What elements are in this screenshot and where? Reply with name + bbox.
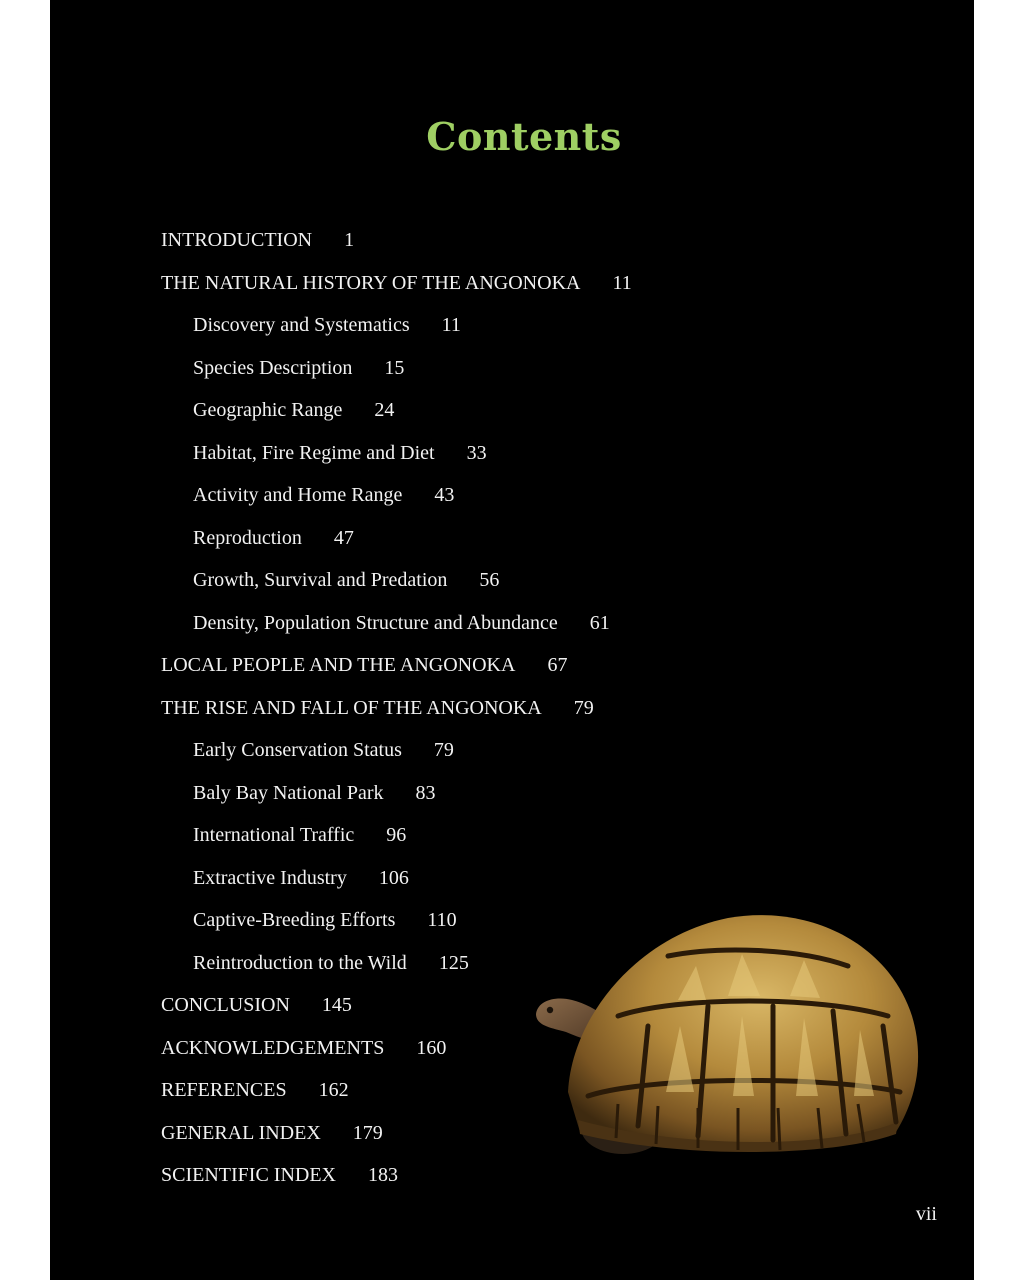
toc-entry-page: 43 — [434, 484, 455, 506]
toc-subentry[interactable] — [161, 347, 632, 390]
toc-entry-label: INTRODUCTION — [161, 229, 313, 251]
toc-entry-label: Discovery and Systematics — [193, 314, 410, 336]
toc-entry[interactable] — [161, 644, 632, 687]
toc-entry-page: 106 — [378, 866, 409, 889]
toc-entry[interactable] — [161, 262, 632, 305]
toc-subentry[interactable] — [161, 602, 632, 645]
toc-entry-page: 67 — [547, 654, 568, 676]
toc-entry-page: 183 — [368, 1164, 398, 1186]
toc-entry-page: 56 — [479, 569, 500, 591]
toc-entry-label: GENERAL INDEX — [161, 1121, 321, 1144]
toc-entry-page: 83 — [415, 781, 436, 804]
toc-entry-page: 1 — [344, 229, 355, 251]
toc-subentry[interactable] — [161, 304, 632, 347]
toc-entry-label: Early Conservation Status — [193, 739, 402, 761]
toc-entry-label: SCIENTIFIC INDEX — [161, 1164, 336, 1186]
toc-entry-page: 15 — [384, 356, 405, 379]
toc-entry-label: THE NATURAL HISTORY OF THE ANGONOKA — [161, 271, 581, 294]
toc-subentry[interactable] — [161, 772, 632, 815]
toc-entry[interactable] — [161, 219, 632, 262]
toc-entry-label: Reintroduction to the Wild — [193, 951, 407, 974]
toc-entry-page: 162 — [318, 1079, 349, 1101]
toc-entry-page: 33 — [466, 441, 487, 464]
toc-entry-label: Habitat, Fire Regime and Diet — [193, 441, 435, 464]
toc-entry-page: 11 — [612, 271, 632, 294]
toc-entry-label: Species Description — [193, 356, 353, 379]
toc-subentry[interactable] — [161, 474, 632, 517]
toc-entry-page: 125 — [438, 951, 469, 974]
toc-entry[interactable] — [161, 687, 632, 730]
tortoise-photo — [528, 896, 928, 1166]
toc-subentry[interactable] — [161, 559, 632, 602]
toc-entry-page: 79 — [433, 739, 454, 761]
toc-entry-label: LOCAL PEOPLE AND THE ANGONOKA — [161, 654, 516, 676]
toc-entry-label: Captive-Breeding Efforts — [193, 909, 396, 931]
toc-entry-page: 179 — [352, 1121, 383, 1144]
toc-entry-label: Baly Bay National Park — [193, 781, 384, 804]
toc-entry-label: REFERENCES — [161, 1079, 287, 1101]
toc-entry-label: Activity and Home Range — [193, 484, 403, 506]
toc-entry-page: 11 — [441, 314, 461, 336]
toc-subentry[interactable] — [161, 517, 632, 560]
toc-entry-label: Density, Population Structure and Abundance — [193, 611, 558, 634]
toc-entry-label: International Traffic — [193, 824, 355, 846]
toc-entry-page: 160 — [416, 1036, 447, 1059]
toc-entry-label: Reproduction — [193, 526, 302, 549]
toc-entry-label: CONCLUSION — [161, 994, 290, 1016]
toc-subentry[interactable] — [161, 432, 632, 475]
toc-entry-page: 47 — [333, 526, 354, 549]
toc-entry-label: ACKNOWLEDGEMENTS — [161, 1036, 385, 1059]
toc-subentry[interactable] — [161, 814, 632, 857]
toc-subentry[interactable] — [161, 389, 632, 432]
toc-entry-label: Extractive Industry — [193, 866, 347, 889]
toc-entry-page: 145 — [321, 994, 352, 1016]
toc-entry-label: THE RISE AND FALL OF THE ANGONOKA — [161, 696, 542, 719]
page-number: vii — [915, 1203, 937, 1225]
toc-entry-label: Geographic Range — [193, 399, 343, 421]
toc-subentry[interactable] — [161, 729, 632, 772]
toc-entry-page: 96 — [386, 824, 407, 846]
toc-entry-page: 61 — [589, 611, 610, 634]
toc-subentry[interactable] — [161, 857, 632, 900]
toc-entry-page: 110 — [427, 909, 457, 931]
page-title: Contents — [426, 114, 622, 159]
toc-entry-page: 79 — [573, 696, 594, 719]
toc-entry-page: 24 — [374, 399, 395, 421]
book-page — [50, 0, 974, 1280]
toc-entry-label: Growth, Survival and Predation — [193, 569, 448, 591]
